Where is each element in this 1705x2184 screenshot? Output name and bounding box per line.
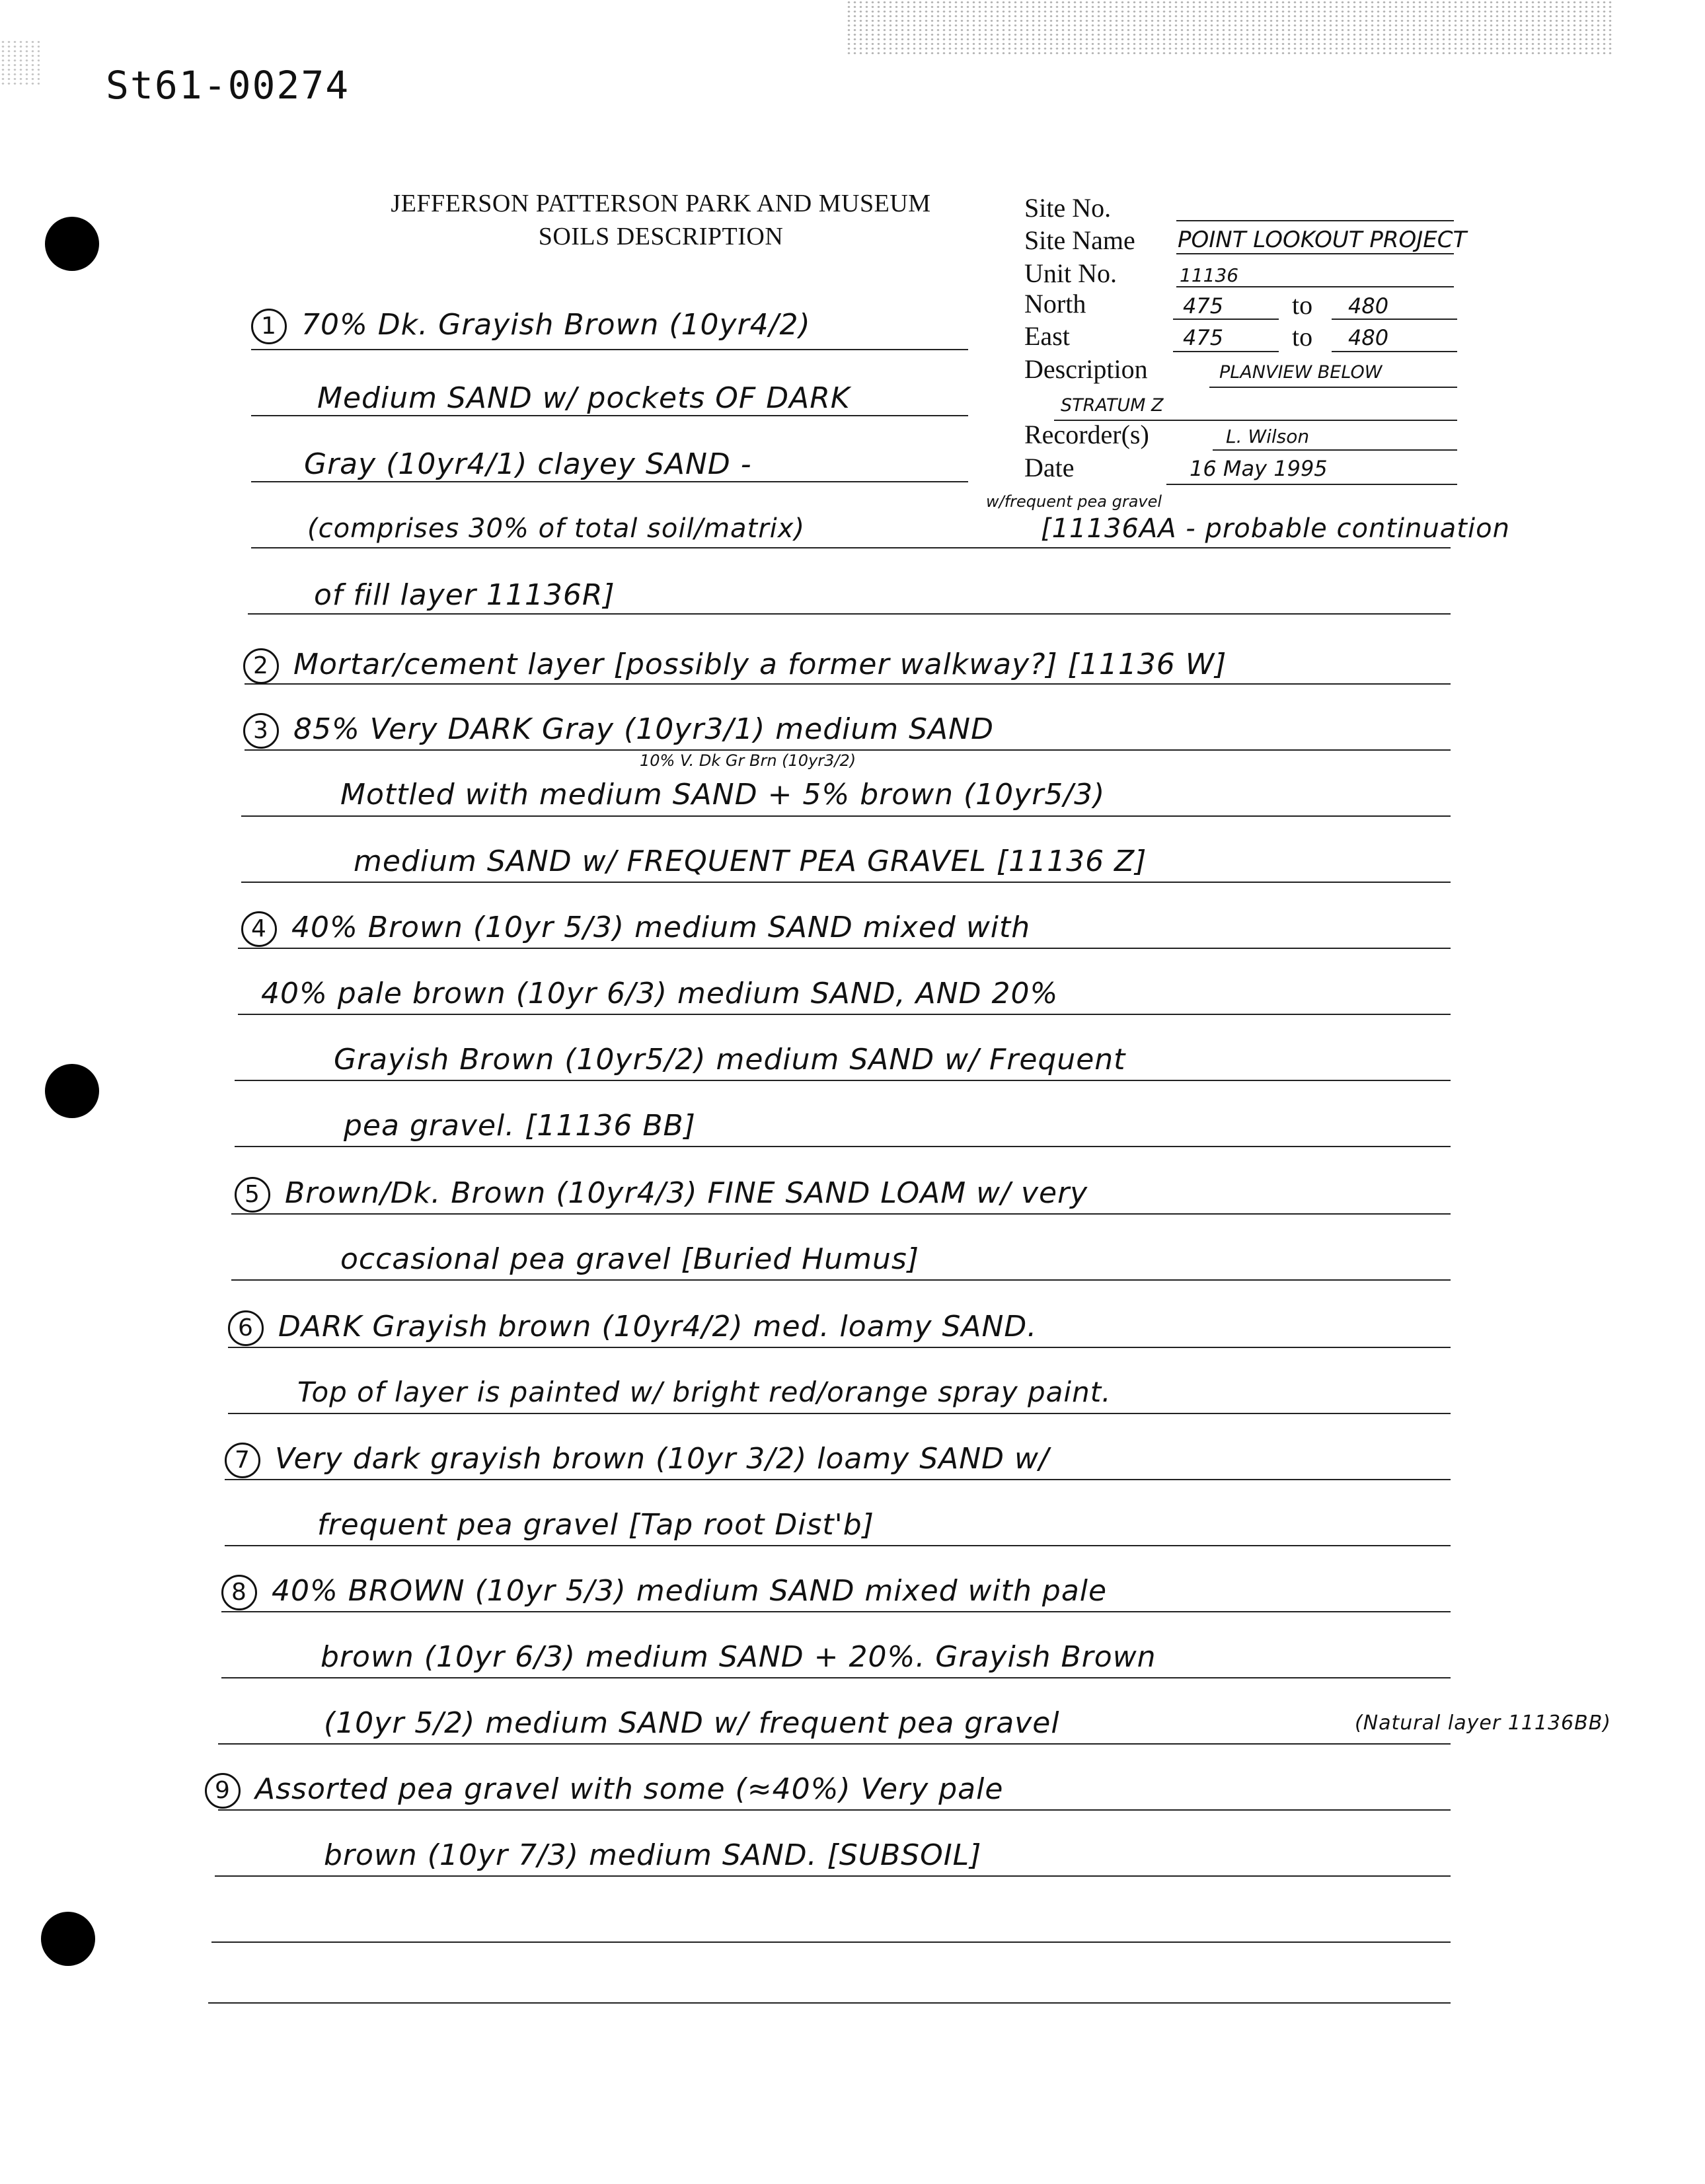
- north-to-word: to: [1292, 290, 1313, 320]
- date-line: [1166, 484, 1457, 485]
- ruled-line: [228, 1413, 1451, 1414]
- ruled-line: [208, 2002, 1451, 2004]
- entry-7-line-1: [225, 1442, 1049, 1478]
- form-title: SOILS DESCRIPTION: [538, 223, 784, 250]
- ruled-line: [221, 1611, 1451, 1612]
- ruled-line: [248, 613, 1451, 615]
- entry-9-line-2: brown (10yr 7/3) medium SAND. [SUBSOIL]: [324, 1838, 982, 1872]
- entry-4-line-4: pea gravel. [11136 BB]: [344, 1109, 696, 1143]
- ruled-line: [228, 1347, 1451, 1348]
- entry-text: Assorted pea gravel with some (≈40%) Very pale: [255, 1772, 1004, 1806]
- east-from-line: [1173, 351, 1279, 352]
- entry-marker: 6: [228, 1310, 264, 1346]
- entry-text: 85% Very DARK Gray (10yr3/1) medium SAND: [293, 712, 994, 746]
- ruled-line: [238, 948, 1451, 949]
- north-label: North: [1024, 289, 1086, 319]
- entry-marker: 8: [221, 1575, 257, 1610]
- site-no-line: [1176, 220, 1454, 221]
- scan-speckle-left: [0, 40, 40, 86]
- ruled-line: [225, 1479, 1451, 1480]
- east-to-value: 480: [1348, 325, 1389, 350]
- north-to-value: 480: [1348, 293, 1389, 319]
- entry-1-line-4: (comprises 30% of total soil/matrix): [307, 513, 806, 544]
- entry-marker: 3: [243, 713, 279, 749]
- entry-text: Very dark grayish brown (10yr 3/2) loamy SAND w/: [275, 1442, 1049, 1476]
- institution-name: JEFFERSON PATTERSON PARK AND MUSEUM: [391, 190, 931, 217]
- entry-2-line-1: [243, 648, 1227, 684]
- entry-1-line-2: Medium SAND w/ pockets OF DARK: [317, 381, 851, 415]
- entry-1-line-4-tail: [11136AA - probable continuation: [1041, 513, 1510, 544]
- entry-5-line-1: [235, 1176, 1088, 1213]
- east-label: East: [1024, 321, 1070, 351]
- ruled-line: [235, 1146, 1451, 1147]
- entry-text: 40% BROWN (10yr 5/3) medium SAND mixed with pale: [272, 1574, 1108, 1608]
- entry-5-line-2: occasional pea gravel [Buried Humus]: [340, 1242, 919, 1276]
- site-no-label: Site No.: [1024, 193, 1112, 223]
- entry-marker: 5: [235, 1177, 270, 1213]
- entry-1-line-5: of fill layer 11136R]: [314, 578, 615, 612]
- entry-marker: 4: [241, 911, 277, 947]
- entry-8-line-1: [221, 1574, 1107, 1610]
- entry-8-line-3: (10yr 5/2) medium SAND w/ frequent pea gravel: [324, 1706, 1060, 1740]
- entry-1-line-3: Gray (10yr4/1) clayey SAND -: [304, 447, 752, 481]
- unit-no-value: 11136: [1180, 264, 1239, 286]
- site-name-line: [1176, 253, 1454, 254]
- ruled-line: [251, 349, 968, 350]
- ruled-line: [241, 882, 1451, 883]
- entry-9-line-1: [205, 1772, 1003, 1809]
- entry-8-line-2: brown (10yr 6/3) medium SAND + 20%. Grayish Brown: [321, 1640, 1156, 1674]
- entry-marker: 7: [225, 1443, 260, 1478]
- description-value-1: PLANVIEW BELOW: [1219, 362, 1383, 383]
- entry-7-line-2: frequent pea gravel [Tap root Dist'b]: [317, 1508, 874, 1542]
- ruled-line: [245, 749, 1451, 751]
- form-header: [357, 187, 965, 253]
- ruled-line: [211, 1941, 1451, 1943]
- north-from-value: 475: [1183, 293, 1224, 319]
- site-name-value: POINT LOOKOUT PROJECT: [1178, 227, 1467, 253]
- description-line-1: [1209, 387, 1457, 388]
- ruled-line: [251, 481, 968, 482]
- ruled-line: [231, 1213, 1451, 1215]
- east-from-value: 475: [1183, 325, 1224, 350]
- entry-text: Mortar/cement layer [possibly a former walkway?] [11136 W]: [293, 648, 1227, 681]
- entry-6-line-2: Top of layer is painted w/ bright red/orange spray paint.: [297, 1376, 1112, 1408]
- entry-text: Brown/Dk. Brown (10yr4/3) FINE SAND LOAM w/ very: [285, 1176, 1088, 1210]
- ruled-line: [218, 1809, 1451, 1811]
- entry-text: 70% Dk. Grayish Brown (10yr4/2): [301, 308, 811, 342]
- north-to-line: [1332, 319, 1457, 320]
- scan-speckle: [846, 0, 1612, 56]
- ruled-line: [241, 815, 1451, 817]
- date-label: Date: [1024, 453, 1075, 482]
- recorder-label: Recorder(s): [1024, 420, 1149, 449]
- description-label: Description: [1024, 354, 1148, 384]
- punch-hole-middle: [45, 1064, 99, 1118]
- entry-marker: 2: [243, 648, 279, 684]
- entry-3-line-3: medium SAND w/ FREQUENT PEA GRAVEL [11136 Z]: [354, 845, 1147, 878]
- ruled-line: [215, 1875, 1451, 1877]
- entry-text: DARK Grayish brown (10yr4/2) med. loamy SAND.: [278, 1310, 1038, 1343]
- site-name-label: Site Name: [1024, 225, 1135, 255]
- ruled-line: [251, 415, 968, 416]
- recorder-line: [1213, 449, 1457, 451]
- entry-text: 40% Brown (10yr 5/3) medium SAND mixed with: [291, 911, 1031, 944]
- entry-4-line-1: [241, 911, 1030, 947]
- ruled-line: [235, 1080, 1451, 1081]
- entry-marker: 1: [251, 309, 287, 344]
- ruled-line: [221, 1677, 1451, 1678]
- description-value-2: STRATUM Z: [1061, 395, 1164, 416]
- entry-marker: 9: [205, 1773, 241, 1809]
- ruled-line: [238, 1014, 1451, 1015]
- entry-1-insert-note: w/frequent pea gravel: [986, 492, 1162, 511]
- ruled-line: [231, 1279, 1451, 1281]
- entry-3-line-2: Mottled with medium SAND + 5% brown (10yr5/3): [340, 778, 1106, 811]
- entry-4-line-2: 40% pale brown (10yr 6/3) medium SAND, AND 20%: [261, 977, 1059, 1010]
- east-to-word: to: [1292, 322, 1313, 352]
- unit-no-line: [1176, 286, 1454, 287]
- ruled-line: [251, 547, 1451, 548]
- punch-hole-bottom: [41, 1912, 95, 1966]
- entry-3-insert-note: 10% V. Dk Gr Brn (10yr3/2): [640, 751, 856, 770]
- entry-1-line-1: [251, 308, 811, 344]
- east-to-line: [1332, 351, 1457, 352]
- unit-no-label: Unit No.: [1024, 258, 1117, 288]
- entry-6-line-1: [228, 1310, 1037, 1346]
- entry-8-line-3-note: (Natural layer 11136BB): [1355, 1712, 1611, 1735]
- punch-hole-top: [45, 217, 99, 271]
- entry-4-line-3: Grayish Brown (10yr5/2) medium SAND w/ Frequent: [334, 1043, 1126, 1076]
- entry-3-line-1: [243, 712, 994, 749]
- date-value: 16 May 1995: [1190, 456, 1328, 481]
- recorder-value: L. Wilson: [1226, 426, 1310, 447]
- north-from-line: [1173, 319, 1279, 320]
- document-id: St61-00274: [106, 63, 350, 108]
- ruled-line: [225, 1545, 1451, 1546]
- ruled-line: [218, 1743, 1451, 1745]
